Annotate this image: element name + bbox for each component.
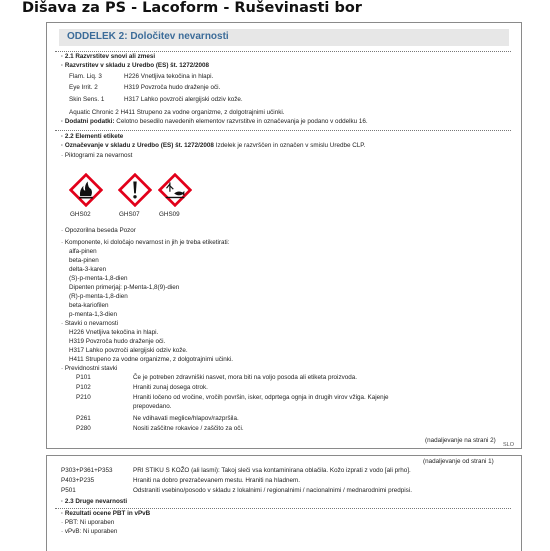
environment-icon [158, 173, 192, 207]
sheet-mark: SLO [503, 442, 515, 448]
precaution-text: Nositi zaščitne rokavice / zaščito za oči. [133, 425, 244, 432]
precaution-code: P403+P235 [61, 477, 95, 484]
exclamation-icon [118, 173, 152, 207]
labelling-heading: · Označevanje v skladu z Uredbo (ES) št. 1272/2008 [61, 142, 214, 149]
precaution-code: P101 [76, 374, 91, 381]
hazard-class: Eye Irrit. 2 [69, 84, 98, 91]
component-item: (S)-p-menta-1,8-dien [69, 275, 128, 282]
precaution-code: P303+P361+P353 [61, 467, 113, 474]
sds-page-2 [46, 455, 522, 551]
precaution-text: Hraniti na dobro prezračevanem mestu. Hraniti na hladnem. [133, 477, 300, 484]
component-item: delta-3-karen [69, 266, 107, 273]
continued-from-note: (nadaljevanje od strani 1) [423, 458, 494, 465]
signal-word: · Opozorilna beseda Pozor [61, 227, 136, 234]
hazard-statement-item: H317 Lahko povzroči alergijski odziv kože. [69, 347, 188, 354]
flame-icon [69, 173, 103, 207]
hazard-statement: H317 Lahko povzroči alergijski odziv kože. [124, 96, 243, 103]
precaution-code: P102 [76, 384, 91, 391]
vpvb-result: · vPvB: Ni uporaben [61, 528, 118, 535]
precaution-text: prepovedano. [133, 403, 172, 410]
document-title: Dišava za PS - Lacoform - Ruševinasti bor [22, 0, 362, 16]
precaution-text: Ne vdihavati meglice/hlapov/razpršila. [133, 415, 239, 422]
precaution-text: Če je potreben zdravniški nasvet, mora biti na voljo posoda ali etiketa proizvoda. [133, 374, 358, 381]
precaution-text: PRI STIKU S KOŽO (ali lasmi): Takoj sleči vsa kontaminirana oblačila. Kožo izprati z vodo [ali prho]. [133, 467, 411, 474]
precaution-text: Odstraniti vsebino/posodo v skladu z lokalnimi / regionalnimi / nacionalnimi / mednarodnimi predpisi. [133, 487, 412, 494]
precaution-code: P261 [76, 415, 91, 422]
hazard-statement-item: H226 Vnetljiva tekočina in hlapi. [69, 329, 159, 336]
aquatic-classification: Aquatic Chronic 2 H411 Strupeno za vodne organizme, z dolgotrajnimi učinki. [69, 109, 285, 116]
dotted-divider [55, 508, 511, 509]
hazard-statement: H226 Vnetljiva tekočina in hlapi. [124, 73, 214, 80]
classification-heading: · Razvrstitev v skladu z Uredbo (ES) št. 1272/2008 [61, 62, 210, 69]
labelling-text: Izdelek je razvrščen in označen v smislu Uredbe CLP. [215, 142, 366, 149]
hazard-statement-item: H411 Strupeno za vodne organizme, z dolgotrajnimi učinki. [69, 356, 234, 363]
precautionary-label: · Previdnostni stavki [61, 365, 118, 372]
subsection-2-3-heading: · 2.3 Druge nevarnosti [61, 498, 128, 505]
pictograms-label: · Piktogrami za nevarnost [61, 152, 133, 159]
hazard-statements-label: · Stavki o nevarnosti [61, 320, 119, 327]
precaution-code: P280 [76, 425, 91, 432]
additional-info-text: Celotno besedilo navedenih elementov razvrstitve in označevanja je podano v oddelku 16. [116, 118, 368, 125]
precaution-text: Hraniti ločeno od vročine, vročih površin, isker, odprtega ognja in drugih virov vžiga. Kajenje [133, 394, 389, 401]
hazard-class: Flam. Liq. 3 [69, 73, 102, 80]
continued-note: (nadaljevanje na strani 2) [425, 437, 496, 444]
component-item: beta-kariofilen [69, 302, 109, 309]
additional-info-label: · Dodatni podatki: [61, 118, 115, 125]
component-item: (R)-p-menta-1,8-dien [69, 293, 128, 300]
sds-page-1 [46, 22, 522, 449]
section-heading-bar [59, 29, 509, 46]
pictogram-code: GHS02 [70, 211, 91, 218]
hazard-statement-item: H319 Povzroča hudo draženje oči. [69, 338, 166, 345]
subsection-2-2-heading: · 2.2 Elementi etikete [61, 133, 124, 140]
pictogram-code: GHS09 [159, 211, 180, 218]
component-item: p-menta-1,3-dien [69, 311, 117, 318]
hazard-class: Skin Sens. 1 [69, 96, 105, 103]
pbt-heading: · Rezultati ocene PBT in vPvB [61, 510, 151, 517]
dotted-divider [55, 51, 511, 52]
dotted-divider [55, 130, 511, 131]
pictogram-code: GHS07 [119, 211, 140, 218]
component-item: beta-pinen [69, 257, 99, 264]
component-item: Dipenten primerjaj: p-Menta-1,8(9)-dien [69, 284, 180, 291]
components-intro: · Komponente, ki določajo nevarnost in jih je treba etiketirati: [61, 239, 230, 246]
precaution-code: P210 [76, 394, 91, 401]
precaution-text: Hraniti zunaj dosega otrok. [133, 384, 208, 391]
precaution-code: P501 [61, 487, 76, 494]
section-heading: ODDELEK 2: Določitev nevarnosti [67, 31, 229, 42]
pbt-result: · PBT: Ni uporaben [61, 519, 115, 526]
hazard-statement: H319 Povzroča hudo draženje oči. [124, 84, 221, 91]
component-item: alfa-pinen [69, 248, 97, 255]
subsection-2-1-heading: · 2.1 Razvrstitev snovi ali zmesi [61, 53, 156, 60]
